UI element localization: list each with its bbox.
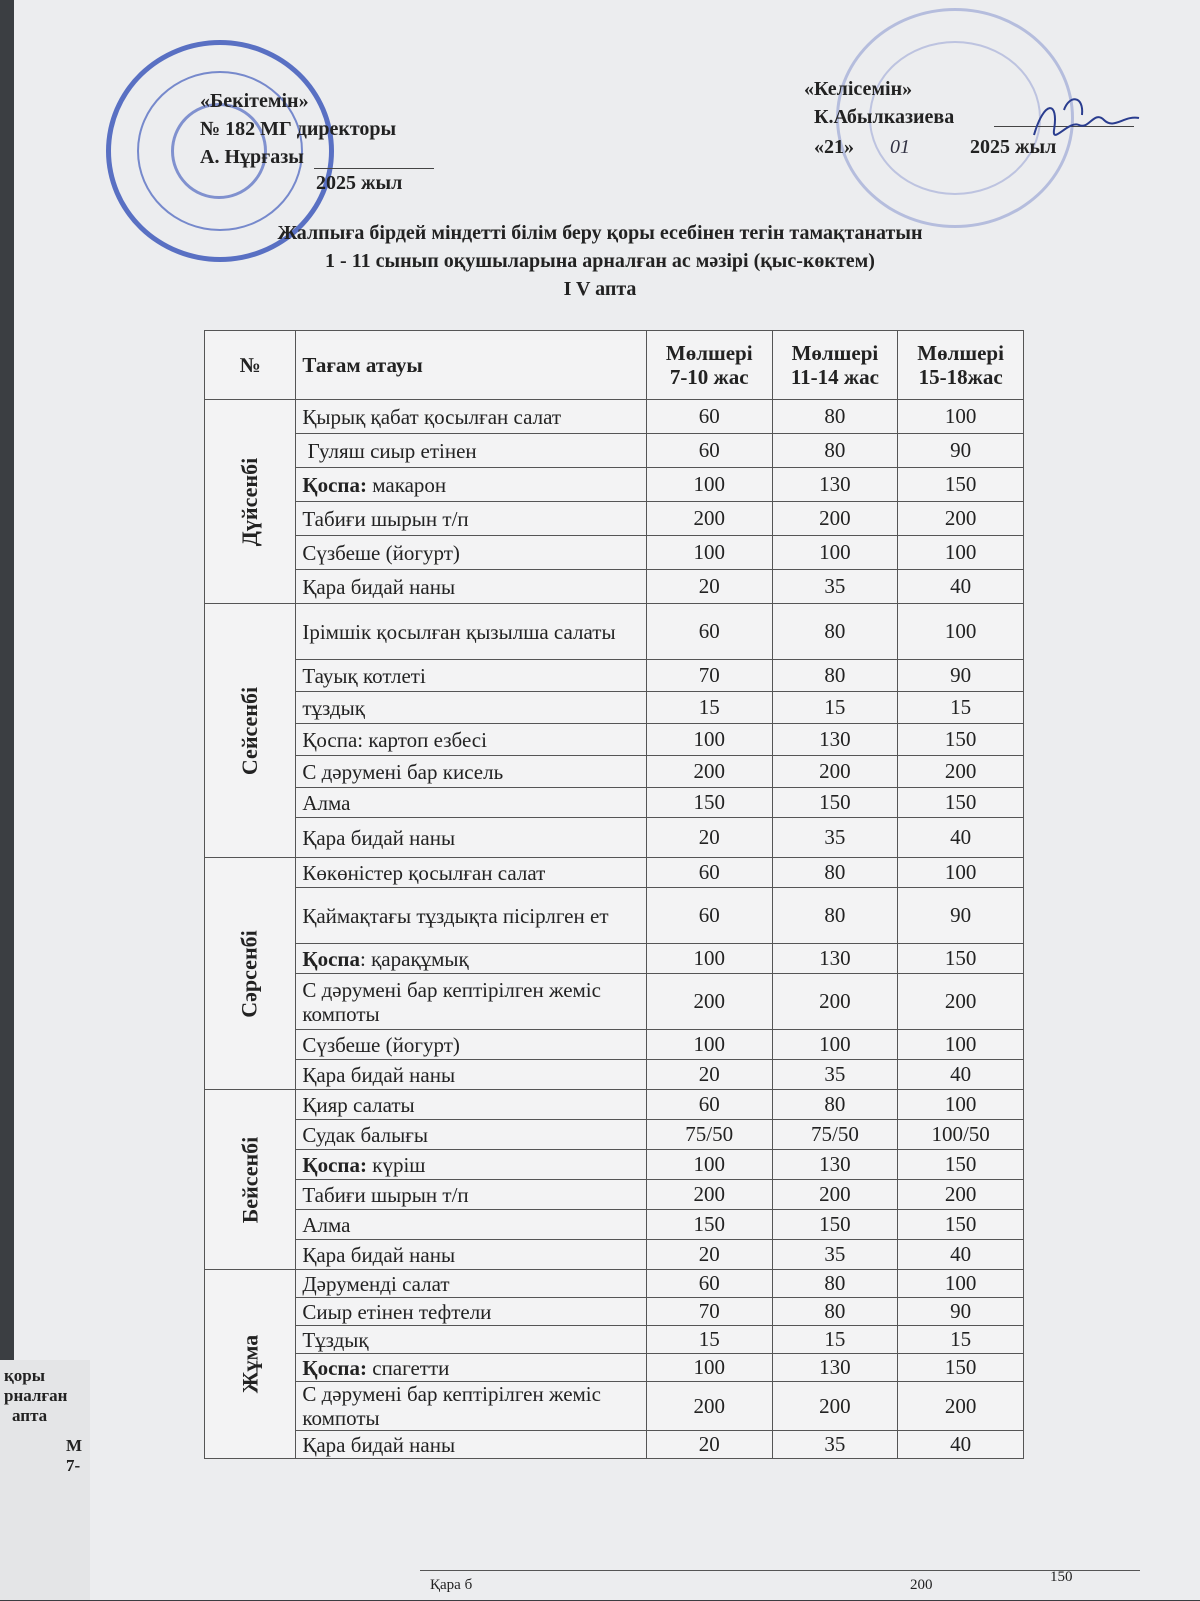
dish-name: Судак балығы (302, 1122, 428, 1147)
dish-name-cell (296, 570, 647, 604)
dish-name-cell (296, 858, 647, 888)
table-row (205, 1298, 1024, 1326)
dish-name-cell (296, 434, 647, 468)
table-row (205, 818, 1024, 858)
table-row (205, 1150, 1024, 1180)
portion-cell: 80 (772, 660, 898, 692)
portion-cell: 100 (646, 468, 772, 502)
portion-cell: 130 (772, 468, 898, 502)
dish-name-cell (296, 1030, 647, 1060)
portion-cell: 150 (772, 1210, 898, 1240)
dish-name: Қара бидай наны (302, 1242, 456, 1267)
portion-cell: 100 (772, 536, 898, 570)
portion-cell: 130 (772, 944, 898, 974)
dish-name-cell (296, 818, 647, 858)
dish-name: : қарақұмық (360, 946, 469, 971)
portion-cell: 40 (898, 1431, 1024, 1459)
dish-name-cell (296, 1090, 647, 1120)
portion-cell: 60 (646, 1270, 772, 1298)
dish-name: С дәрумені бар кептірілген жеміс компоты (302, 1382, 607, 1430)
portion-cell: 80 (772, 858, 898, 888)
portion-cell: 200 (646, 974, 772, 1030)
dish-name: Қырық қабат қосылған салат (302, 404, 562, 429)
dish-name-cell (296, 1240, 647, 1270)
dish-name-cell (296, 756, 647, 788)
title-line-3: I V апта (563, 278, 637, 300)
portion-cell: 15 (772, 692, 898, 724)
dish-name: Табиғи шырын т/п (302, 506, 469, 531)
dish-name: Дәруменді салат (302, 1271, 450, 1296)
portion-cell: 150 (898, 724, 1024, 756)
portion-cell: 200 (898, 756, 1024, 788)
approve-label: «Бекітемін» (200, 90, 309, 112)
day-cell (205, 400, 296, 604)
table-header-row (205, 331, 1024, 400)
table-row (205, 434, 1024, 468)
col-name-header: Тағам атауы (296, 331, 647, 400)
agree-year: 2025 жыл (970, 136, 1057, 158)
portion-cell: 75/50 (772, 1120, 898, 1150)
portion-cell: 100 (898, 858, 1024, 888)
dish-name: Гуляш сиыр етінен (302, 438, 477, 463)
day-label: Сейсенбі (237, 686, 263, 775)
col-qty-11-14-header: Мөлшері 11-14 жас (772, 331, 898, 400)
underlying-sheet-bottom (420, 1570, 1140, 1601)
dish-name-cell (296, 888, 647, 944)
portion-cell: 40 (898, 1240, 1024, 1270)
portion-cell: 200 (772, 756, 898, 788)
portion-cell: 40 (898, 1060, 1024, 1090)
portion-cell: 35 (772, 570, 898, 604)
table-row (205, 1354, 1024, 1382)
portion-cell: 80 (772, 434, 898, 468)
dish-name: Қаймақтағы тұздықта пісірлген ет (302, 903, 609, 928)
table-row (205, 400, 1024, 434)
portion-cell: 15 (898, 1326, 1024, 1354)
table-row (205, 692, 1024, 724)
table-row (205, 660, 1024, 692)
dish-name: Қияр салаты (302, 1092, 415, 1117)
portion-cell: 60 (646, 400, 772, 434)
portion-cell: 200 (772, 974, 898, 1030)
day-label: Сәрсенбі (237, 929, 263, 1018)
portion-cell: 35 (772, 818, 898, 858)
portion-cell: 60 (646, 858, 772, 888)
portion-cell: 200 (898, 1382, 1024, 1431)
portion-cell: 80 (772, 1090, 898, 1120)
dish-name: Алма (302, 790, 351, 815)
portion-cell: 35 (772, 1060, 898, 1090)
dish-name: тұздық (302, 695, 365, 720)
dish-name-cell (296, 944, 647, 974)
dish-name-cell (296, 1120, 647, 1150)
portion-cell: 150 (898, 788, 1024, 818)
dish-prefix: Қоспа: (302, 472, 367, 497)
table-row (205, 570, 1024, 604)
dish-name-cell (296, 1298, 647, 1326)
portion-cell: 35 (772, 1240, 898, 1270)
dish-prefix: Қоспа: (302, 1355, 367, 1380)
dish-name-cell (296, 604, 647, 660)
dish-name: Тауық котлеті (302, 663, 426, 688)
dish-name-cell (296, 502, 647, 536)
under-line-1: қоры (4, 1366, 46, 1385)
dish-name: Алма (302, 1212, 351, 1237)
under-bottom-1: Қара б (430, 1577, 473, 1593)
under-line-3: апта (12, 1406, 48, 1425)
portion-cell: 80 (772, 1270, 898, 1298)
portion-cell: 200 (898, 974, 1024, 1030)
dish-name: спагетти (367, 1355, 450, 1380)
portion-cell: 60 (646, 888, 772, 944)
table-row (205, 604, 1024, 660)
portion-cell: 15 (646, 692, 772, 724)
portion-cell: 130 (772, 724, 898, 756)
dish-name-cell (296, 974, 647, 1030)
portion-cell: 150 (646, 788, 772, 818)
portion-cell: 100 (646, 536, 772, 570)
portion-cell: 70 (646, 660, 772, 692)
portion-cell: 100 (898, 400, 1024, 434)
table-row (205, 1240, 1024, 1270)
under-line-4: М (66, 1436, 83, 1455)
portion-cell: 100 (646, 1030, 772, 1060)
col-qty-15-18-header: Мөлшері 15-18жас (898, 331, 1024, 400)
dish-name-cell (296, 788, 647, 818)
day-label: Дүйсенбі (237, 457, 263, 546)
portion-cell: 200 (646, 1180, 772, 1210)
under-line-2: рналған (4, 1386, 68, 1405)
approve-role: № 182 МГ директоры (200, 118, 397, 140)
dish-prefix: Қоспа: (302, 1152, 367, 1177)
dish-name-cell (296, 536, 647, 570)
portion-cell: 200 (646, 756, 772, 788)
agree-month: 01 (890, 136, 910, 158)
dish-prefix: Қоспа (302, 946, 361, 971)
portion-cell: 20 (646, 1060, 772, 1090)
portion-cell: 100 (772, 1030, 898, 1060)
portion-cell: 100 (646, 724, 772, 756)
portion-cell: 200 (772, 1382, 898, 1431)
approve-name: А. Нұрғазы (200, 146, 304, 168)
portion-cell: 100 (646, 944, 772, 974)
portion-cell: 15 (898, 692, 1024, 724)
portion-cell: 150 (646, 1210, 772, 1240)
portion-cell: 130 (772, 1150, 898, 1180)
portion-cell: 150 (898, 1150, 1024, 1180)
portion-cell: 150 (898, 1210, 1024, 1240)
dish-name: күріш (367, 1152, 426, 1177)
menu-table (204, 330, 1024, 1459)
portion-cell: 80 (772, 888, 898, 944)
table-row (205, 788, 1024, 818)
table-row (205, 1060, 1024, 1090)
portion-cell: 100 (898, 536, 1024, 570)
portion-cell: 80 (772, 1298, 898, 1326)
dish-name: С дәрумені бар кептірілген жеміс компоты (302, 977, 607, 1026)
day-cell (205, 604, 296, 858)
dish-name: Қара бидай наны (302, 574, 456, 599)
dish-name: С дәрумені бар кисель (302, 759, 504, 784)
portion-cell: 150 (898, 1354, 1024, 1382)
dish-name-cell (296, 468, 647, 502)
portion-cell: 200 (772, 1180, 898, 1210)
table-row (205, 502, 1024, 536)
portion-cell: 90 (898, 1298, 1024, 1326)
portion-cell: 60 (646, 604, 772, 660)
agree-day: «21» (814, 136, 854, 158)
portion-cell: 70 (646, 1298, 772, 1326)
portion-cell: 150 (772, 788, 898, 818)
portion-cell: 130 (772, 1354, 898, 1382)
dish-name-cell (296, 1210, 647, 1240)
underlying-sheet-edge (0, 1360, 90, 1600)
day-cell (205, 1270, 296, 1459)
portion-cell: 200 (646, 1382, 772, 1431)
col-no-header: № (205, 331, 296, 400)
dish-name: Сиыр етінен тефтели (302, 1299, 492, 1324)
dish-name: Тұздық (302, 1327, 369, 1352)
portion-cell: 150 (898, 944, 1024, 974)
dish-name-cell (296, 1180, 647, 1210)
portion-cell: 80 (772, 604, 898, 660)
portion-cell: 20 (646, 1240, 772, 1270)
portion-cell: 100 (898, 1090, 1024, 1120)
dish-name-cell (296, 692, 647, 724)
dish-name: макарон (367, 472, 447, 497)
table-row (205, 974, 1024, 1030)
dish-name-cell (296, 1270, 647, 1298)
dish-name: Табиғи шырын т/п (302, 1182, 469, 1207)
under-bottom-3: 150 (1050, 1569, 1073, 1585)
dish-name-cell (296, 1326, 647, 1354)
portion-cell: 60 (646, 1090, 772, 1120)
title-line-2: 1 - 11 сынып оқушыларына арналған ас мәзірі (қыс-көктем) (325, 250, 875, 272)
portion-cell: 100 (898, 1270, 1024, 1298)
table-row (205, 944, 1024, 974)
table-row (205, 1090, 1024, 1120)
portion-cell: 40 (898, 570, 1024, 604)
dish-name-cell (296, 1060, 647, 1090)
dish-name-cell (296, 1354, 647, 1382)
portion-cell: 35 (772, 1431, 898, 1459)
dish-name: Сүзбеше (йогурт) (302, 1032, 460, 1057)
table-row (205, 1382, 1024, 1431)
dish-name-cell (296, 1382, 647, 1431)
portion-cell: 200 (898, 502, 1024, 536)
dish-name-cell (296, 660, 647, 692)
col-qty-7-10-header: Мөлшері 7-10 жас (646, 331, 772, 400)
table-row (205, 756, 1024, 788)
agree-name: К.Абылказиева (814, 106, 955, 128)
approve-signature-line (314, 168, 434, 169)
portion-cell: 200 (646, 502, 772, 536)
table-row (205, 1326, 1024, 1354)
dish-name: Ірімшік қосылған қызылша салаты (302, 619, 616, 644)
day-cell (205, 858, 296, 1090)
dish-name-cell (296, 1431, 647, 1459)
portion-cell: 100 (898, 604, 1024, 660)
portion-cell: 100 (646, 1150, 772, 1180)
dish-name: Көкөністер қосылған салат (302, 860, 546, 885)
table-row (205, 1270, 1024, 1298)
portion-cell: 15 (772, 1326, 898, 1354)
approve-date: 2025 жыл (316, 172, 403, 194)
portion-cell: 80 (772, 400, 898, 434)
document-page (14, 0, 1200, 1600)
dish-name: Қара бидай наны (302, 1062, 456, 1087)
portion-cell: 75/50 (646, 1120, 772, 1150)
portion-cell: 100/50 (898, 1120, 1024, 1150)
table-row (205, 888, 1024, 944)
table-row (205, 468, 1024, 502)
dish-name: Сүзбеше (йогурт) (302, 540, 460, 565)
table-row (205, 1120, 1024, 1150)
table-row (205, 1210, 1024, 1240)
table-row (205, 1030, 1024, 1060)
day-label: Жұма (237, 1334, 263, 1394)
title-line-1: Жалпыға бірдей міндетті білім беру қоры есебінен тегін тамақтанатын (277, 222, 923, 244)
portion-cell: 20 (646, 570, 772, 604)
portion-cell: 60 (646, 434, 772, 468)
dish-name: Қара бидай наны (302, 1432, 456, 1457)
dish-name-cell (296, 400, 647, 434)
portion-cell: 100 (646, 1354, 772, 1382)
table-row (205, 724, 1024, 756)
portion-cell: 15 (646, 1326, 772, 1354)
portion-cell: 200 (772, 502, 898, 536)
under-bottom-2: 200 (910, 1577, 933, 1593)
dish-name-cell (296, 1150, 647, 1180)
portion-cell: 90 (898, 660, 1024, 692)
portion-cell: 40 (898, 818, 1024, 858)
portion-cell: 90 (898, 434, 1024, 468)
day-label: Бейсенбі (237, 1136, 263, 1223)
portion-cell: 20 (646, 1431, 772, 1459)
portion-cell: 150 (898, 468, 1024, 502)
table-row (205, 1431, 1024, 1459)
portion-cell: 200 (898, 1180, 1024, 1210)
agree-label: «Келісемін» (804, 78, 913, 100)
under-line-5: 7- (66, 1456, 81, 1475)
dish-name: Қоспа: картоп езбесі (302, 727, 487, 752)
table-row (205, 858, 1024, 888)
dish-name: Қара бидай наны (302, 825, 456, 850)
dish-name-cell (296, 724, 647, 756)
table-row (205, 1180, 1024, 1210)
day-cell (205, 1090, 296, 1270)
table-row (205, 536, 1024, 570)
portion-cell: 90 (898, 888, 1024, 944)
portion-cell: 20 (646, 818, 772, 858)
portion-cell: 100 (898, 1030, 1024, 1060)
